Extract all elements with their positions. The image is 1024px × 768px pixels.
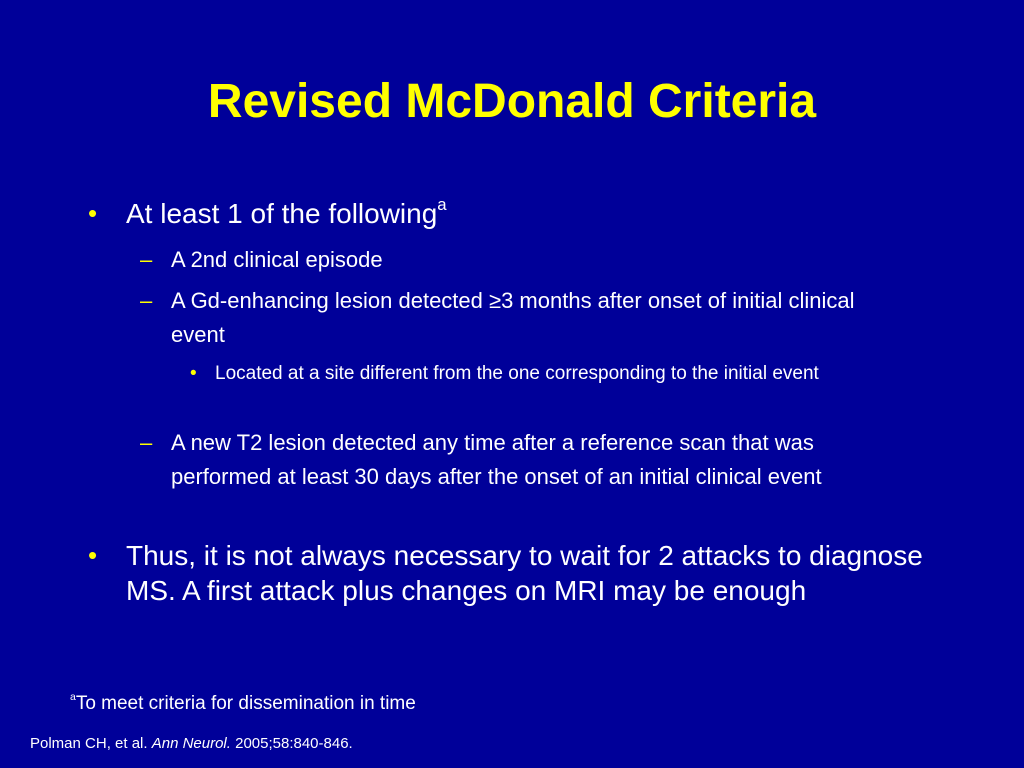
bullet-marker: • <box>190 363 197 384</box>
sub-bullet-item <box>140 426 901 494</box>
bullet-marker: • <box>88 540 98 570</box>
footnote-marker: a <box>70 692 76 704</box>
sub-bullet-item <box>140 243 911 277</box>
footnote <box>70 692 416 716</box>
sub-bullet-text: A 2nd clinical episode <box>171 247 383 272</box>
dash-marker: – <box>140 247 153 272</box>
footnote-text: To meet criteria for dissemination in time <box>75 693 416 714</box>
dash-marker: – <box>140 430 153 455</box>
sub-bullet-text: A Gd-enhancing lesion detected ≥3 months after onset of initial clinical event <box>171 288 855 347</box>
bullet-item <box>88 538 926 608</box>
citation-journal: Ann Neurol. <box>151 735 231 752</box>
bullet-text: Thus, it is not always necessary to wait for 2 attacks to diagnose MS. A first attack plus changes on MRI may be enough <box>126 540 923 606</box>
sub-sub-bullet-item <box>190 358 905 389</box>
sub-bullet-item <box>140 284 901 352</box>
bullet-text: At least 1 of the following <box>126 198 438 229</box>
citation-details: 2005;58:840-846. <box>235 735 353 752</box>
citation <box>30 733 353 755</box>
bullet-marker: • <box>88 198 98 228</box>
sub-bullet-text: A new T2 lesion detected any time after a reference scan that was performed at least 30 days after the onset of an initial clinical event <box>171 430 822 489</box>
sub-sub-bullet-text: Located at a site different from the one corresponding to the initial event <box>215 363 819 384</box>
citation-authors: Polman CH, et al. <box>30 735 148 752</box>
footnote-marker: a <box>437 195 447 215</box>
bullet-item <box>88 195 926 231</box>
dash-marker: – <box>140 288 153 313</box>
slide-title: Revised McDonald Criteria <box>207 75 817 128</box>
